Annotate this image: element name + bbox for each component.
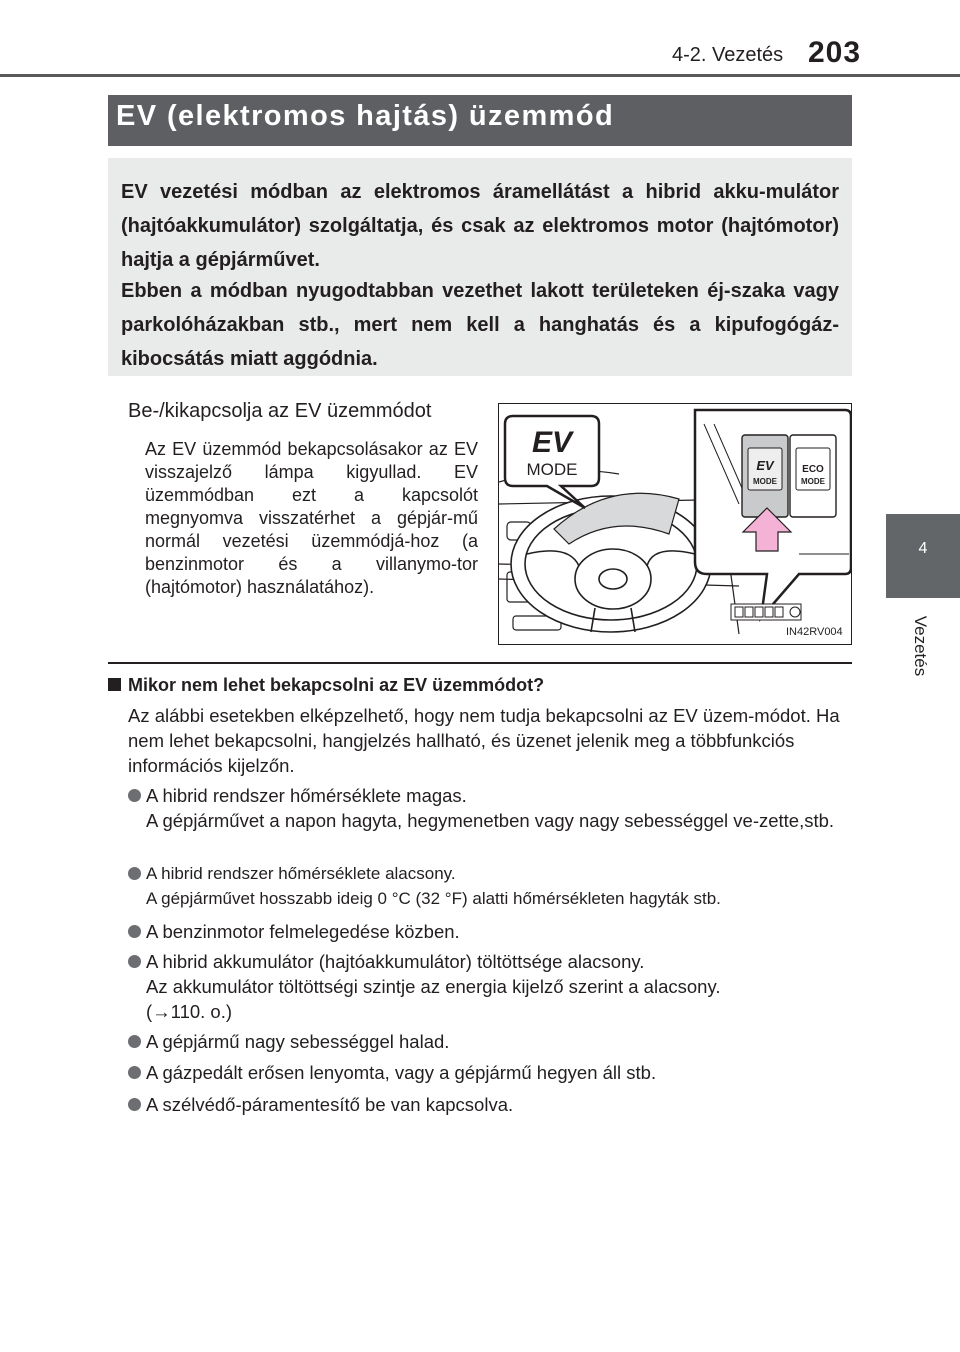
button-ev-label: EV (756, 458, 774, 473)
button-eco-label: ECO (802, 464, 824, 475)
list-item: A hibrid rendszer hőmérséklete alacsony. A gépjárművet hosszabb ideig 0 °C (32 °F) alatti hőmérsékleten hagyták stb. (128, 861, 852, 911)
list-item: A hibrid akkumulátor (hajtóakkumulátor) töltöttsége alacsony. Az akkumulátor töltöttségi szintje az energia kijelző szerint a alacsony. (→110. o.) (128, 949, 852, 1024)
chapter-tab-number: 4 (918, 540, 928, 557)
callout-ev-label: EV (531, 426, 573, 459)
chapter-tab-label: Vezetés (911, 615, 930, 677)
bullet-dot-icon (128, 867, 141, 880)
page-title: EV (elektromos hajtás) üzemmód (116, 100, 615, 132)
square-bullet-icon (108, 678, 121, 691)
section-divider (108, 662, 852, 664)
intro-paragraph-1: EV vezetési módban az elektromos áramellátást a hibrid akku-mulátor (hajtóakkumulátor) szolgáltatja, és csak az elektromos motor (hajtómotor) hajtja a gépjárművet. (121, 181, 839, 271)
header-rule (0, 74, 960, 77)
list-item: A szélvédő-páramentesítő be van kapcsolva. (128, 1092, 852, 1117)
list-item: A hibrid rendszer hőmérséklete magas. A gépjárművet a napon hagyta, hegymenetben vagy nagy sebességgel ve-zette,stb. (128, 783, 852, 833)
question-heading (108, 675, 544, 696)
question-heading-text: Mikor nem lehet bekapcsolni az EV üzemmódot? (128, 675, 545, 695)
bullet-dot-icon (128, 925, 141, 938)
intro-paragraph-2: Ebben a módban nyugodtabban vezethet lakott területeken éj-szaka vagy parkolóházakban stb., mert nem kell a hanghatás és a kipufogógáz-kibocsátás miatt aggódnia. (121, 280, 839, 370)
bullet-dot-icon (128, 1035, 141, 1048)
header-section: 4-2. Vezetés (672, 44, 784, 66)
toggle-heading: Be-/kikapcsolja az EV üzemmódot (128, 400, 432, 422)
button-ev-mode-label: MODE (753, 477, 777, 486)
bullet-dot-icon (128, 789, 141, 802)
bullet-dot-icon (128, 955, 141, 968)
toggle-description: Az EV üzemmód bekapcsolásakor az EV visszajelző lámpa kigyullad. EV üzemmódban ezt a kapcsolót megnyomva visszatérhet a gépjár-mű normál vezetési üzemmódjá-hoz (a benzinmotor és a villanymo-tor (hajtómotor) használatához). (145, 439, 478, 597)
bullet-dot-icon (128, 1098, 141, 1111)
page-number: 203 (808, 36, 862, 69)
list-item: A gázpedált erősen lenyomta, vagy a gépjármű hegyen áll stb. (128, 1060, 852, 1085)
button-eco-mode-label: MODE (801, 477, 825, 486)
list-item: A gépjármű nagy sebességgel halad. (128, 1029, 852, 1054)
bullet-dot-icon (128, 1066, 141, 1079)
question-body: Az alábbi esetekben elképzelhető, hogy nem tudja bekapcsolni az EV üzem-módot. Ha nem lehet bekapcsolni, hangjelzés hallható, és üzenet jelenik meg a többfunkciós információs kijelzőn. (128, 705, 840, 776)
list-item: A benzinmotor felmelegedése közben. (128, 919, 852, 944)
callout-mode-label: MODE (526, 460, 578, 479)
illustration-code: IN42RV004 (786, 626, 843, 638)
ev-mode-illustration (498, 403, 852, 645)
